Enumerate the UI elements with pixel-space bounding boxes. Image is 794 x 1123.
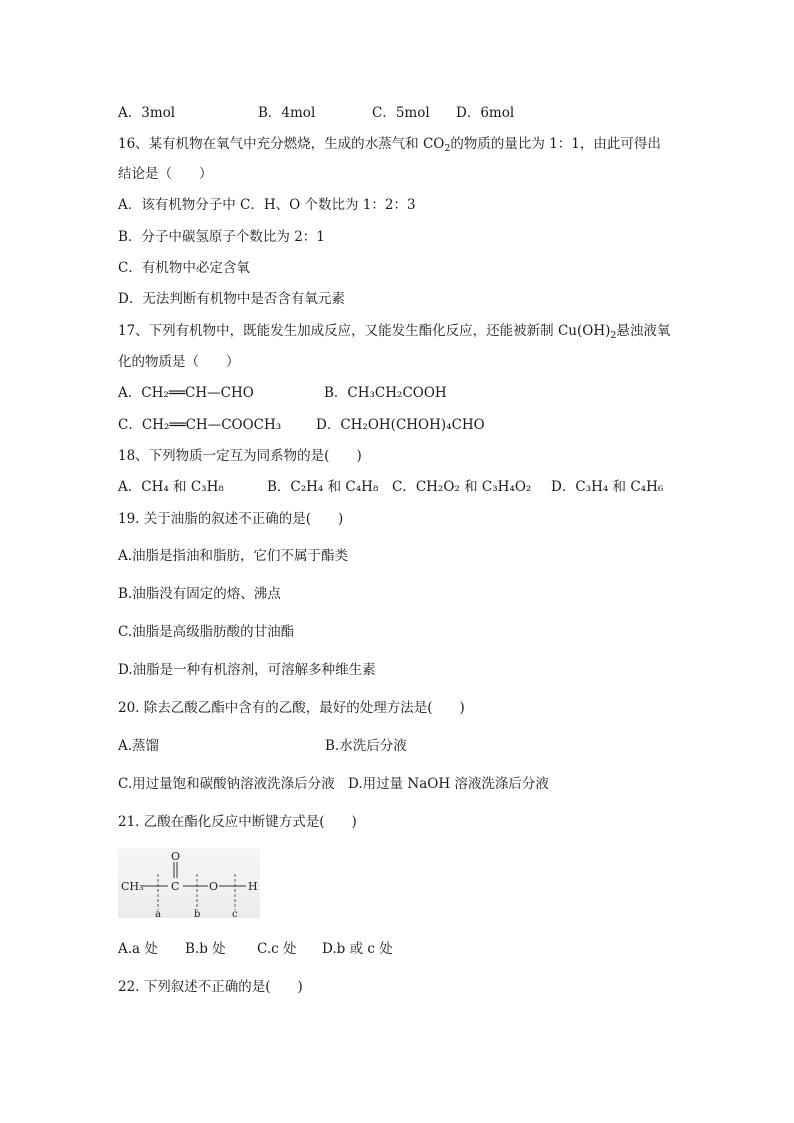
q16-stem-line1	[118, 135, 661, 153]
q18-option-d: D．C₃H₄ 和 C₄H₆	[551, 479, 664, 495]
q20-option-a: A.蒸馏	[118, 738, 160, 754]
q17-stem-subscript: 2	[610, 330, 617, 341]
q21-option-c: C.c 处	[257, 941, 297, 957]
atom-o-carbonyl: O	[171, 850, 181, 863]
q21-option-d: D.b 或 c 处	[322, 941, 393, 957]
q19-option-c: C.油脂是高级脂肪酸的甘油酯	[118, 624, 295, 640]
q21-stem: 21. 乙酸在酯化反应中断键方式是( )	[118, 814, 357, 830]
atom-h: H	[248, 880, 258, 893]
q20-option-d: D.用过量 NaOH 溶液洗涤后分液	[348, 776, 549, 792]
q16-option-a: A．该有机物分子中 C．H、O 个数比为 1：2：3	[118, 197, 416, 213]
label-a: a	[155, 909, 161, 918]
q19-option-a: A.油脂是指油和脂肪，它们不属于酯类	[118, 548, 349, 564]
q20-stem: 20. 除去乙酸乙酯中含有的乙酸，最好的处理方法是( )	[118, 700, 465, 716]
q16-stem-subscript: 2	[444, 143, 451, 154]
q17-stem-part2: 悬浊液氧	[616, 323, 671, 339]
q15-option-c: C．5mol	[372, 105, 430, 121]
q17-stem-part1: 17、下列有机物中，既能发生加成反应，又能发生酯化反应，还能被新制 Cu(OH)	[118, 323, 611, 339]
atom-ch3: CH₃	[121, 880, 144, 893]
q20-option-b: B.水洗后分液	[325, 738, 407, 754]
q17-option-d: D．CH₂OH(CHOH)₄CHO	[316, 417, 485, 433]
q22-stem: 22. 下列叙述不正确的是( )	[118, 979, 303, 995]
q17-option-b: B．CH₃CH₂COOH	[324, 385, 447, 401]
atom-c: C	[171, 880, 180, 893]
q17-stem-line1	[118, 322, 670, 340]
q17-stem-line2: 化的物质是（ ）	[118, 354, 240, 370]
q16-stem-line2: 结论是（ ）	[118, 166, 213, 182]
q16-option-d: D．无法判断有机物中是否含有氧元素	[118, 291, 345, 307]
atom-o-hydroxyl: O	[209, 880, 219, 893]
q15-option-b: B．4mol	[258, 105, 316, 121]
q21-option-b: B.b 处	[185, 941, 226, 957]
q16-stem-part2: 的物质的量比为 1：1，由此可得出	[450, 136, 661, 152]
q19-option-d: D.油脂是一种有机溶剂，可溶解多种维生素	[118, 662, 376, 678]
q17-option-a: A．CH₂══CH—CHO	[118, 385, 254, 401]
label-c: c	[232, 909, 238, 918]
q16-stem-part1: 16、某有机物在氧气中充分燃烧，生成的水蒸气和 CO	[118, 136, 445, 152]
q18-option-a: A．CH₄ 和 C₃H₈	[118, 479, 224, 495]
q19-stem: 19. 关于油脂的叙述不正确的是( )	[118, 511, 344, 527]
q18-option-c: C．CH₂O₂ 和 C₃H₄O₂	[392, 479, 532, 495]
q16-option-b: B．分子中碳氢原子个数比为 2：1	[118, 229, 325, 245]
q15-option-a: A．3mol	[118, 105, 176, 121]
q15-option-d: D．6mol	[456, 105, 515, 121]
q18-stem: 18、下列物质一定互为同系物的是( )	[118, 448, 362, 464]
acetic-acid-structure-svg	[118, 848, 260, 918]
q19-option-b: B.油脂没有固定的熔、沸点	[118, 586, 281, 602]
label-b: b	[194, 909, 201, 918]
acetic-acid-bond-diagram	[118, 848, 260, 918]
q21-option-a: A.a 处	[118, 941, 158, 957]
q18-option-b: B．C₂H₄ 和 C₄H₈	[267, 479, 379, 495]
q16-option-c: C．有机物中必定含氧	[118, 260, 250, 276]
q20-option-c: C.用过量饱和碳酸钠溶液洗涤后分液	[118, 776, 335, 792]
q17-option-c: C．CH₂══CH—COOCH₃	[118, 417, 282, 433]
